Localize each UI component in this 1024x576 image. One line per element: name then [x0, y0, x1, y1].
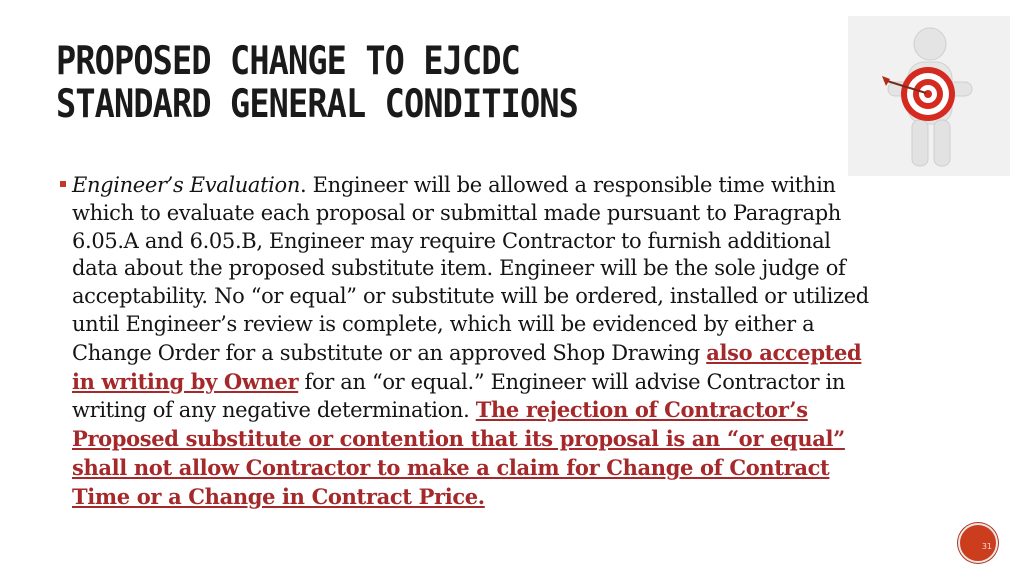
bullet-marker [60, 181, 66, 187]
bullet-item [60, 172, 882, 512]
bullet-body-1: . Engineer will be allowed a responsible time within which to evaluate each proposal or submittal made pursuant to Paragraph 6.05.A and 6.05.B, Engineer may require Contractor to furnish additional data about the proposed substitute item. Engineer will be the sole judge of acceptability. No “or equal” or substitute will be ordered, installed or utilized until Engineer’s review is complete, which will be evidenced by either a Change Order for a substitute or an approved Shop Drawing [72, 173, 869, 365]
title-line-2: STANDARD GENERAL CONDITIONS [56, 82, 578, 127]
title-line-1: PROPOSED CHANGE TO EJCDC [56, 39, 520, 84]
bullet-body-2: for an “or equal.” Engineer will advise Contractor in writing of any negative determination. [72, 369, 846, 423]
page-number: 31 [981, 542, 992, 551]
bullet-label: Engineer’s Evaluation [72, 173, 301, 197]
slide-title [56, 40, 692, 126]
target-person-image [848, 16, 1010, 176]
added-text-2: The rejection of Contractor’s Proposed substitute or contention that its proposal is an “or equal” shall not allow Contractor to make a claim for Change of Contract Time or a Change in Contract Price. [72, 397, 845, 509]
added-text-1: also accepted in writing by Owner [72, 339, 862, 394]
person-holding-target-icon [848, 16, 1010, 176]
slide-nav-button[interactable] [958, 523, 998, 563]
bullet-text [72, 172, 882, 512]
